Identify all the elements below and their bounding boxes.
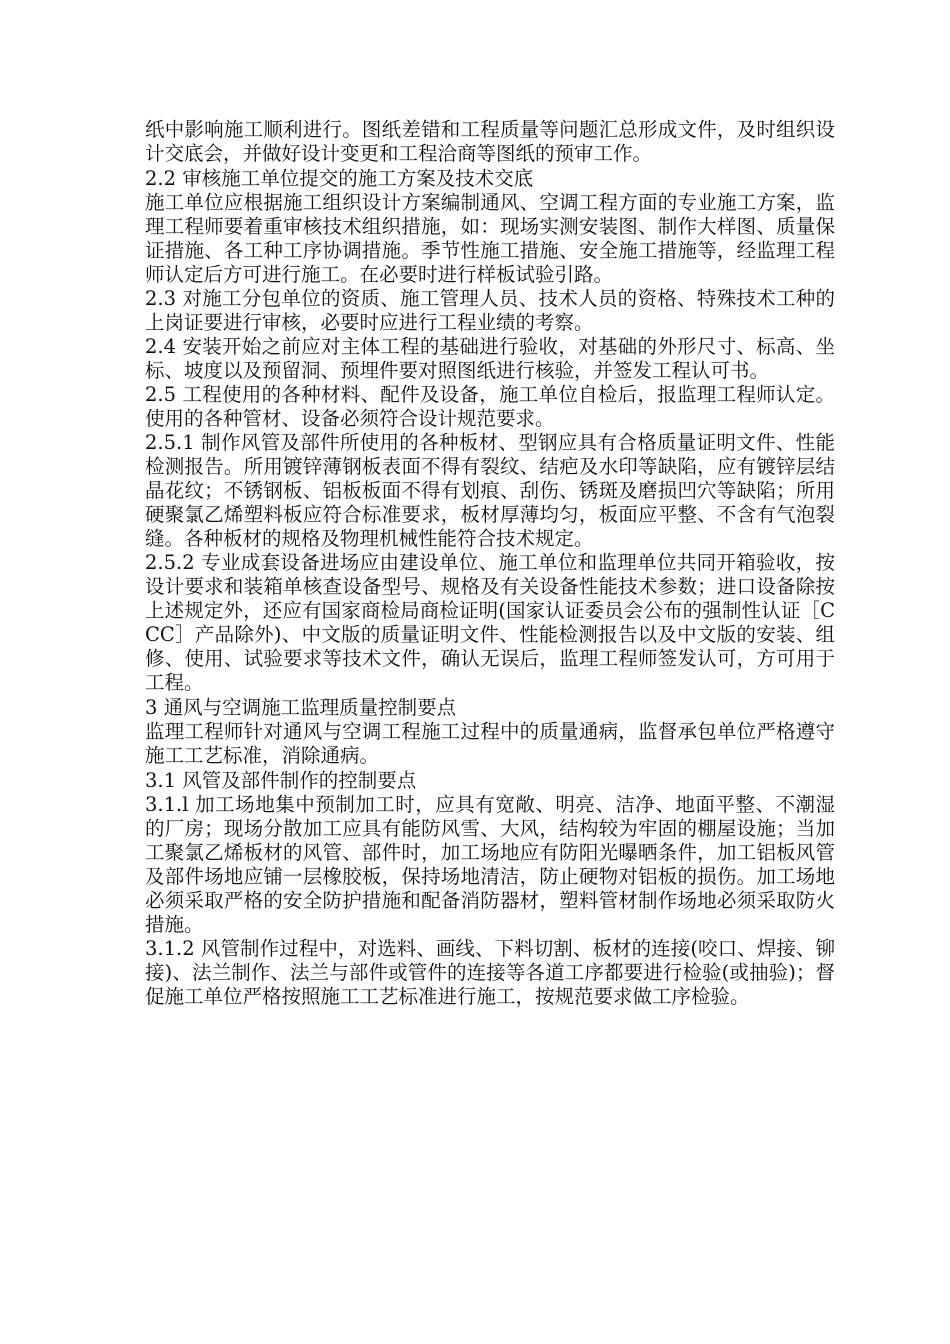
heading-3-1: 3.1 风管及部件制作的控制要点 — [145, 769, 417, 792]
document-page — [145, 118, 835, 1009]
paragraph-2-5-1: 2.5.1 制作风管及部件所使用的各种板材、型钢应具有合格质量证明文件、性能检测报告。所用镀锌薄钢板表面不得有裂纹、结疤及水印等缺陷，应有镀锌层结晶花纹；不锈钢板、铝板板面不得有划痕、刮伤、锈斑及磨损凹穴等缺陷；所用硬聚氯乙烯塑料板应符合标准要求，板材厚薄均匀，板面应平整、不含有气泡裂缝。各种板材的规格及物理机械性能符合技术规定。 — [145, 431, 835, 550]
heading-2-2: 2.2 审核施工单位提交的施工方案及技术交底 — [145, 167, 534, 190]
paragraph-3-1-1: 3.1.l 加工场地集中预制加工时，应具有宽敞、明亮、洁净、地面平整、不潮湿的厂房；现场分散加工应具有能防风雪、大风，结构较为牢固的棚屋设施；当加工聚氯乙烯板材的风管、部件时，加工场地应有防阳光曝晒条件，加工铝板风管及部件场地应铺一层橡胶板，保持场地清洁，防止硬物对铝板的损伤。加工场地必须采取严格的安全防护措施和配备消防器材，塑料管材制作场地必须采取防火措施。 — [145, 793, 835, 936]
paragraph-2-5-2: 2.5.2 专业成套设备进场应由建设单位、施工单位和监理单位共同开箱验收，按设计要求和装箱单核查设备型号、规格及有关设备性能技术参数；进口设备除按上述规定外，还应有国家商检局商检证明(国家认证委员会公布的强制性认证［CCC］产品除外)、中文版的质量证明文件、性能检测报告以及中文版的安装、组修、使用、试验要求等技术文件，确认无误后，监理工程师签发认可，方可用于工程。 — [145, 551, 835, 694]
paragraph-3-1-2: 3.1.2 风管制作过程中，对选料、画线、下料切割、板材的连接(咬口、焊接、铆接)、法兰制作、法兰与部件或管件的连接等各道工序都要进行检验(或抽验)；督促施工单位严格按照施工工艺标准进行施工，按规范要求做工序检验。 — [145, 937, 835, 1008]
paragraph-2-5: 2.5 工程使用的各种材料、配件及设备，施工单位自检后，报监理工程师认定。使用的各种管材、设备必须符合设计规范要求。 — [145, 383, 835, 430]
paragraph-quality-defects: 监理工程师针对通风与空调工程施工过程中的质量通病，监督承包单位严格遵守施工工艺标准，消除通病。 — [145, 720, 835, 767]
heading-3: 3 通风与空调施工监理质量控制要点 — [145, 696, 457, 719]
paragraph-drawing-review-continued: 纸中影响施工顺利进行。图纸差错和工程质量等问题汇总形成文件，及时组织设计交底会，并做好设计变更和工程洽商等图纸的预审工作。 — [145, 118, 835, 165]
paragraph-2-3: 2.3 对施工分包单位的资质、施工管理人员、技术人员的资格、特殊技术工种的上岗证要进行审核，必要时应进行工程业绩的考察。 — [145, 287, 835, 334]
paragraph-2-4: 2.4 安装开始之前应对主体工程的基础进行验收，对基础的外形尺寸、标高、坐标、坡度以及预留洞、预埋件要对照图纸进行核验，并签发工程认可书。 — [145, 335, 835, 382]
paragraph-construction-plan: 施工单位应根据施工组织设计方案编制通风、空调工程方面的专业施工方案，监理工程师要着重审核技术组织措施，如：现场实测安装图、制作大样图、质量保证措施、各工种工序协调措施。季节性施工措施、安全施工措施等，经监理工程师认定后方可进行施工。在必要时进行样板试验引路。 — [145, 191, 835, 286]
